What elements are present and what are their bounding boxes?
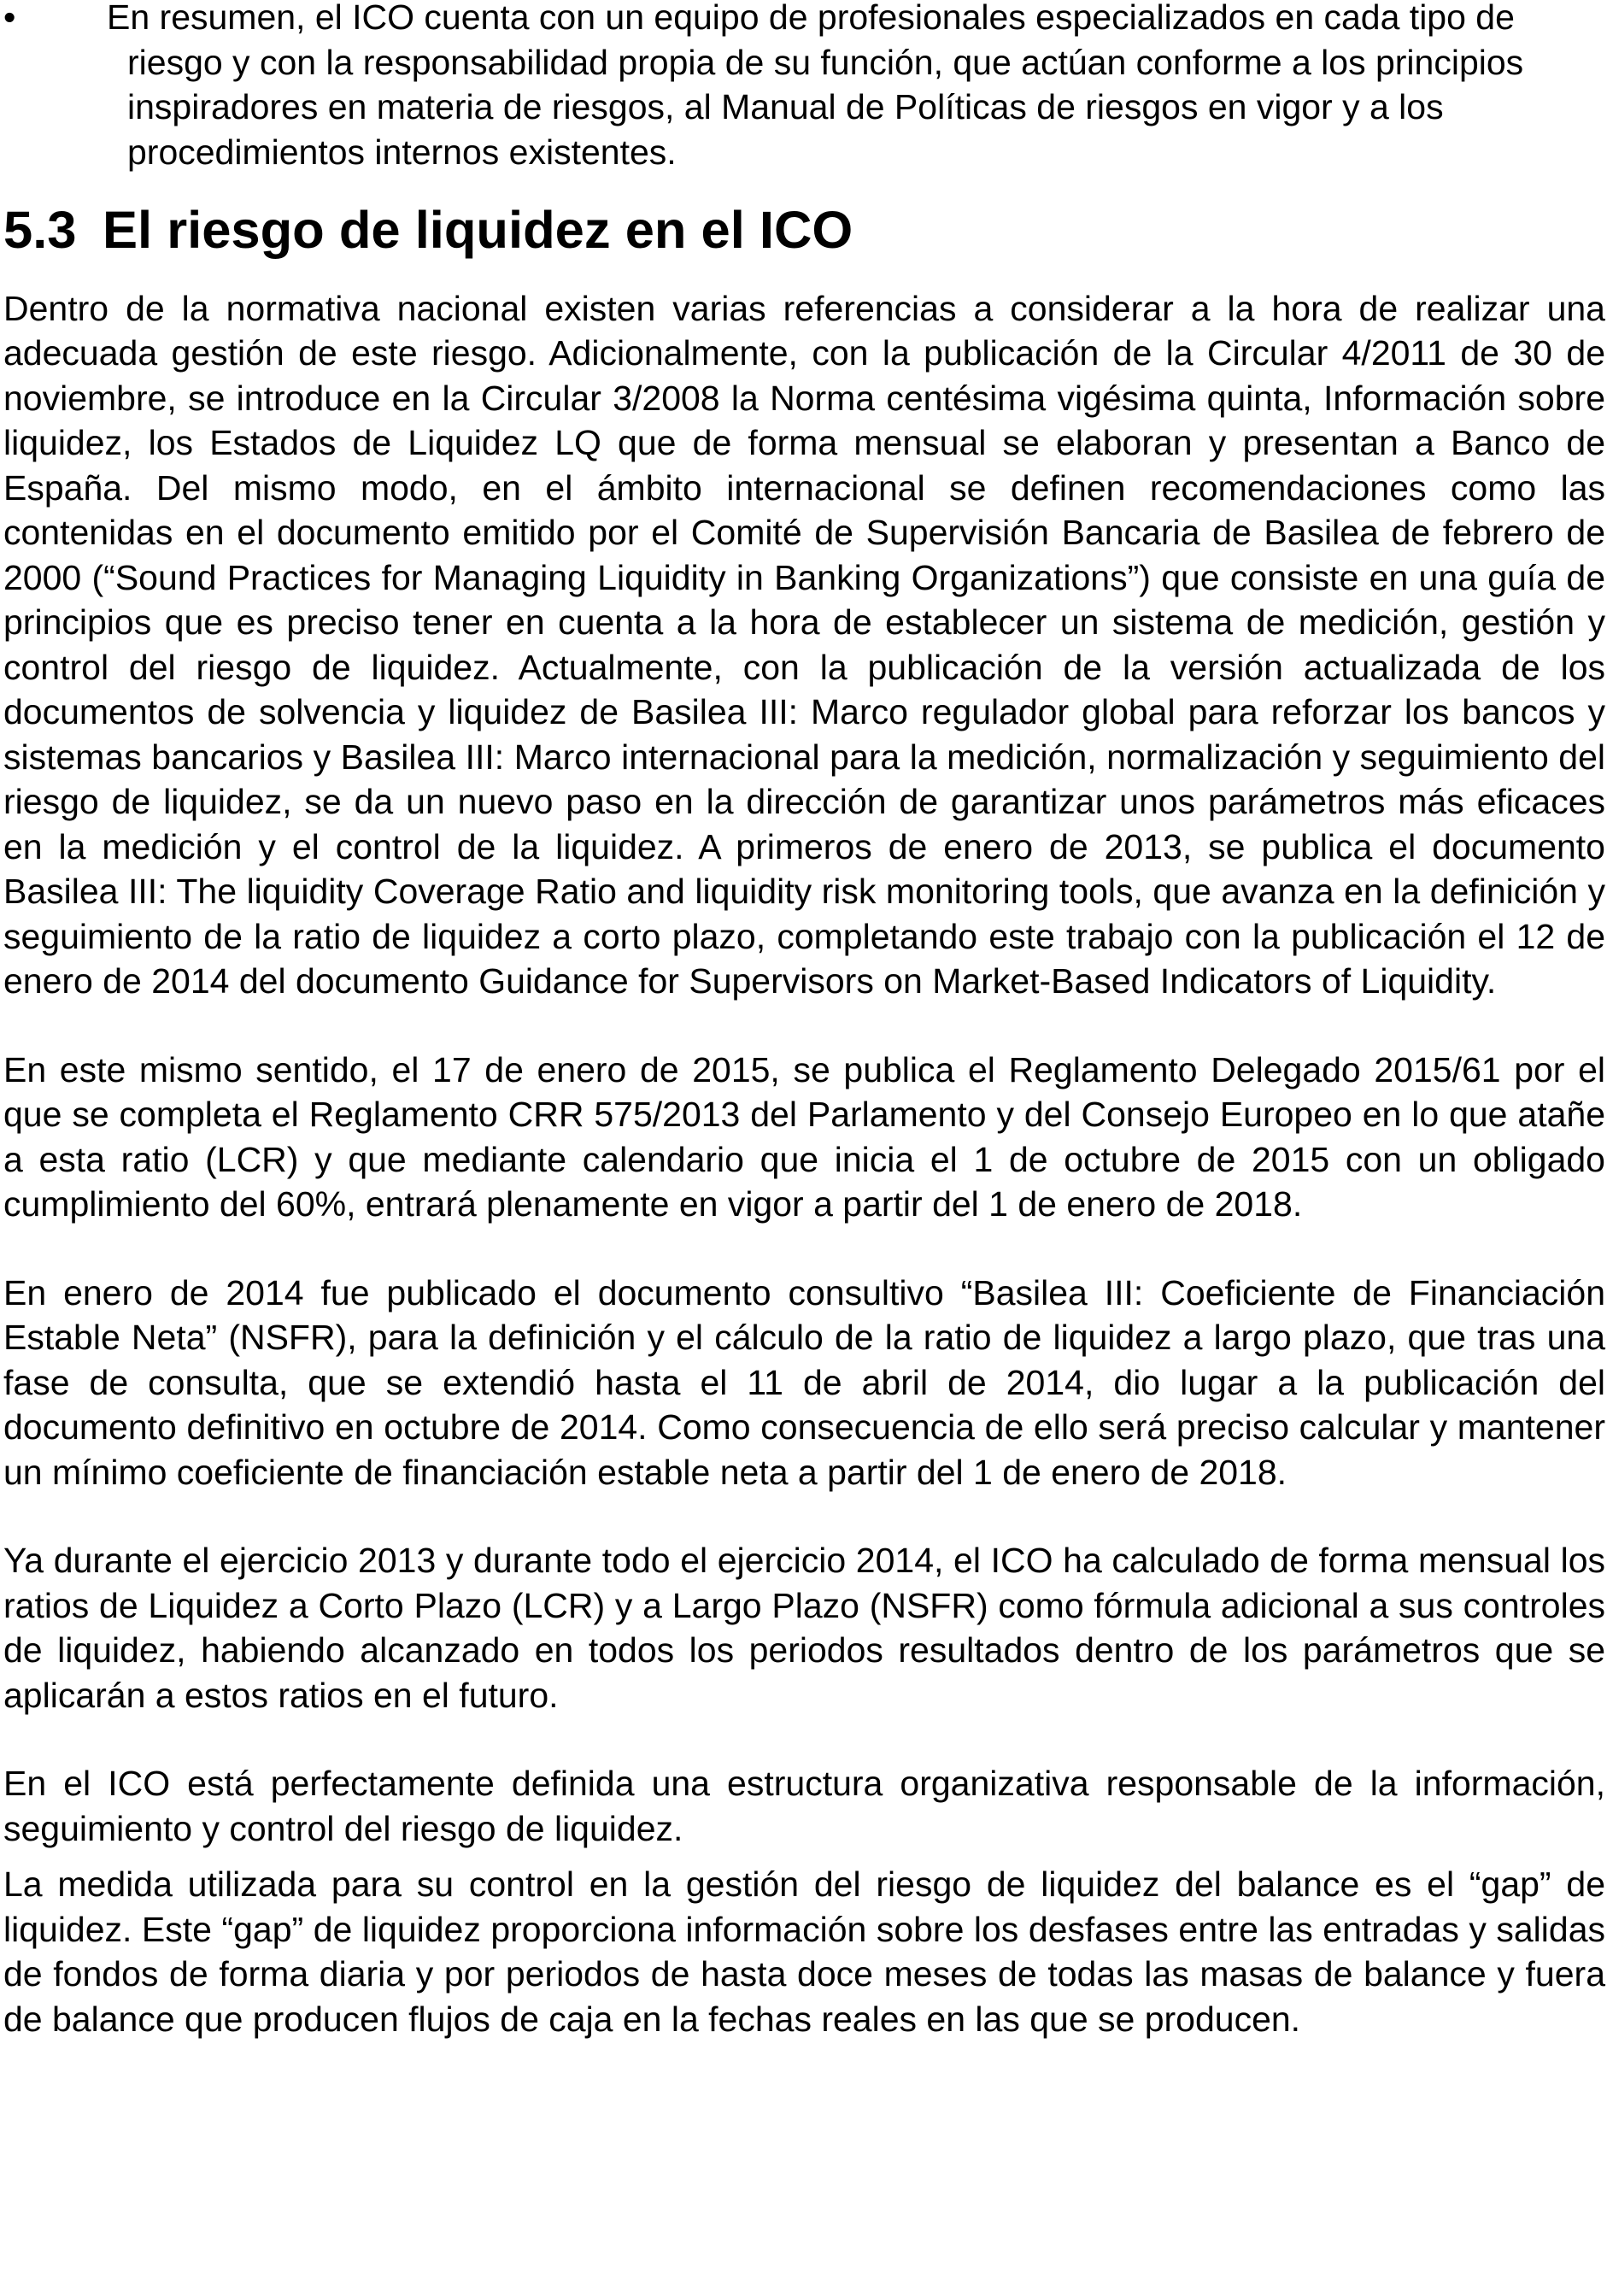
section-title: El riesgo de liquidez en el ICO — [103, 201, 853, 260]
bullet-text: En resumen, el ICO cuenta con un equipo de profesionales especializados en cada tipo de riesgo y con la responsabilidad propia de su función, que actúan conforme a los principios inspiradores en materia de riesgos, al Manual de Políticas de riesgos en vigor y a los procedimientos internos existentes. — [107, 0, 1524, 172]
paragraph-nsfr: En enero de 2014 fue publicado el documento consultivo “Basilea III: Coeficiente de Financiación Estable Neta” (NSFR), para la definición y el cálculo de la ratio de liquidez a largo plazo, que tras una fase de consulta, que se extendió hasta el 11 de abril de 2014, dio lugar a la publicación del documento definitivo en octubre de 2014. Como consecuencia de ello será preciso calcular y mantener un mínimo coeficiente de financiación estable neta a partir del 1 de enero de 2018. — [3, 1272, 1605, 1492]
paragraph-normativa: Dentro de la normativa nacional existen varias referencias a considerar a la hora de realizar una adecuada gestión de este riesgo. Adicionalmente, con la publicación de la Circular 4/2011 de 30 de noviembre, se introduce en la Circular 3/2008 la Norma centésima vigésima quinta, Información sobre liquidez, los Estados de Liquidez LQ que de forma mensual se elaboran y presentan a Banco de España. Del mismo modo, en el ámbito internacional se definen recomendaciones como las contenidas en el documento emitido por el Comité de Supervisión Bancaria de Basilea de febrero de 2000 (“Sound Practices for Managing Liquidity in Banking Organizations”) que consiste en una guía de principios que es preciso tener en cuenta a la hora de establecer un sistema de medición, gestión y control del riesgo de liquidez. Actualmente, con la publicación de la versión actualizada de los documentos de solvencia y liquidez de Basilea III: Marco regulador global para reforzar los bancos y sistemas bancarios y Basilea III: Marco internacional para la medición, normalización y seguimiento del riesgo de liquidez, se da un nuevo paso en la dirección de garantizar unos parámetros más eficaces en la medición y el control de la liquidez. A primeros de enero de 2013, se publica el documento Basilea III: The liquidity Coverage Ratio and liquidity risk monitoring tools, que avanza en la definición y seguimiento de la ratio de liquidez a corto plazo, completando este trabajo con la publicación el 12 de enero de 2014 del documento Guidance for Supervisors on Market-Based Indicators of Liquidity. — [3, 288, 1605, 1001]
paragraph-gap-liquidez: La medida utilizada para su control en la gestión del riesgo de liquidez del balance es el “gap” de liquidez. Este “gap” de liquidez proporciona información sobre los desfases entre las entradas y salidas de fondos de forma diaria y por periodos de hasta doce meses de todas las masas de balance y fuera de balance que producen flujos de caja en la fechas reales en las que se producen. — [3, 1864, 1605, 2039]
bullet-item-summary — [3, 0, 1605, 174]
section-heading — [3, 201, 1605, 260]
paragraph-reglamento-delegado: En este mismo sentido, el 17 de enero de 2015, se publica el Reglamento Delegado 2015/61 por el que se completa el Reglamento CRR 575/2013 del Parlamento y del Consejo Europeo en lo que atañe a esta ratio (LCR) y que mediante calendario que inicia el 1 de octubre de 2015 con un obligado cumplimiento del 60%, entrará plenamente en vigor a partir del 1 de enero de 2018. — [3, 1049, 1605, 1224]
paragraph-estructura-organizativa: En el ICO está perfectamente definida una estructura organizativa responsable de la información, seguimiento y control del riesgo de liquidez. — [3, 1764, 1605, 1848]
bullet-icon: • — [3, 0, 16, 37]
section-number: 5.3 — [3, 201, 77, 260]
paragraph-ejercicio-2013-2014: Ya durante el ejercicio 2013 y durante todo el ejercicio 2014, el ICO ha calculado de forma mensual los ratios de Liquidez a Corto Plazo (LCR) y a Largo Plazo (NSFR) como fórmula adicional a sus controles de liquidez, habiendo alcanzado en todos los periodos resultados dentro de los parámetros que se aplicarán a estos ratios en el futuro. — [3, 1541, 1605, 1715]
